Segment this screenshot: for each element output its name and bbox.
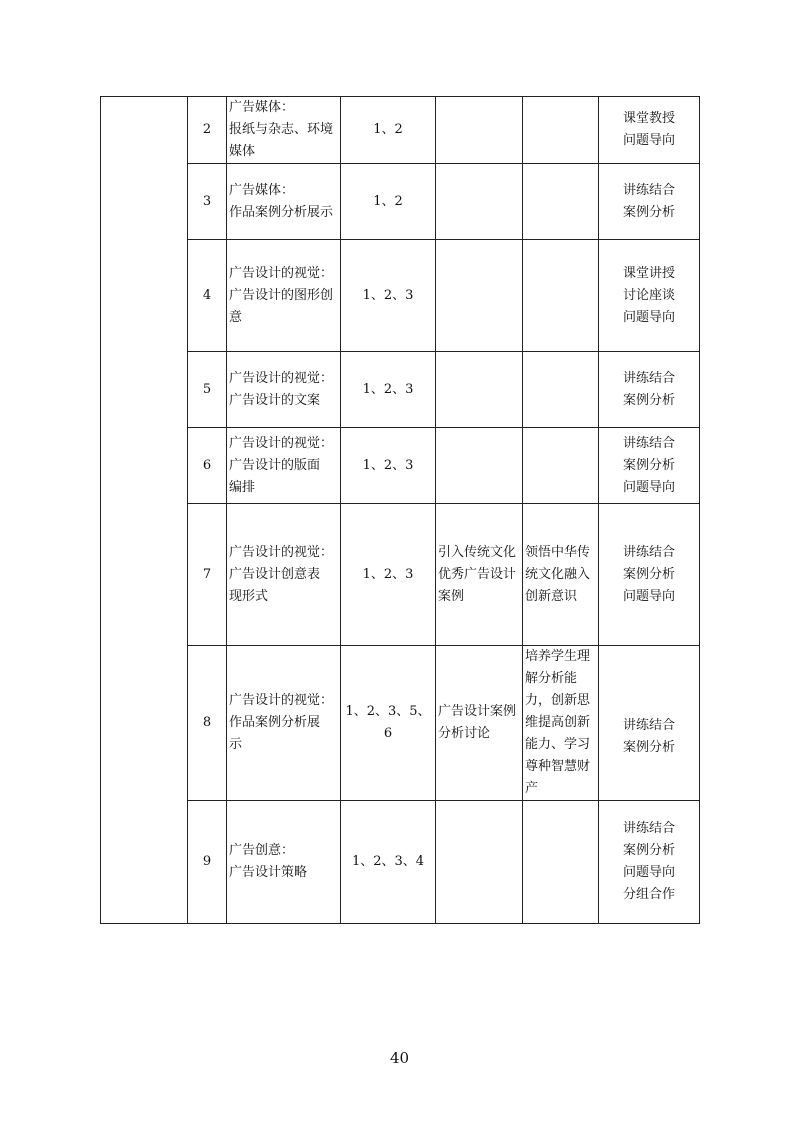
- content-cell: [227, 646, 341, 801]
- ideology-cell: [436, 97, 523, 164]
- content-line: 广告媒体：: [229, 182, 295, 198]
- effect-line: 创新意识: [525, 588, 578, 604]
- effect-line: 领悟中华传: [525, 544, 591, 560]
- content-cell: [227, 240, 341, 352]
- methods-cell: [599, 240, 700, 352]
- effect-cell: [523, 801, 599, 924]
- table-row: [101, 801, 700, 924]
- table-row: [101, 97, 700, 164]
- table-row: [101, 646, 700, 801]
- methods-cell: [599, 801, 700, 924]
- content-cell: [227, 801, 341, 924]
- ideology-cell: [436, 352, 523, 428]
- effect-cell: [523, 164, 599, 240]
- effect-line: 力，创新思: [525, 693, 591, 708]
- table-row: [101, 504, 700, 646]
- goals-cell: 1、2、3、5、6: [341, 646, 436, 801]
- content-line: 广告媒体：: [229, 100, 295, 115]
- effect-line: 维提高创新: [525, 715, 591, 730]
- effect-cell: [523, 352, 599, 428]
- goals-cell: 1、2: [341, 97, 436, 164]
- method-line: 案例分析: [622, 392, 675, 408]
- goals-cell: 1、2、3: [341, 428, 436, 504]
- goals-cell: 1、2、3: [341, 240, 436, 352]
- goals-cell: 1、2: [341, 164, 436, 240]
- method-line: 问题导向: [622, 865, 675, 880]
- row-number: 5: [188, 352, 227, 428]
- content-line: 广告设计的视觉：: [229, 544, 334, 560]
- page-number: 40: [389, 1049, 410, 1067]
- method-line: 案例分析: [622, 204, 675, 220]
- content-line: 广告设计的视觉：: [229, 435, 334, 451]
- merged-category-cell: [101, 97, 188, 924]
- content-line: 广告设计的视觉：: [229, 265, 334, 281]
- methods-cell: [599, 97, 700, 164]
- content-line: 广告设计的文案: [229, 392, 321, 408]
- content-line: 示: [229, 737, 243, 752]
- ideology-line: 案例: [438, 588, 465, 604]
- content-line: 作品案例分析展示: [229, 204, 334, 220]
- row-number: 3: [188, 164, 227, 240]
- row-number: 2: [188, 97, 227, 164]
- row-number: 7: [188, 504, 227, 646]
- methods-cell: [599, 352, 700, 428]
- ideology-line: 分析讨论: [438, 726, 491, 741]
- method-line: 问题导向: [622, 479, 675, 495]
- method-line: 讲练结合: [622, 435, 675, 451]
- effect-line: 解分析能: [525, 671, 578, 686]
- course-table-sheet: [100, 96, 699, 918]
- method-line: 问题导向: [622, 309, 675, 325]
- content-line: 广告设计的视觉：: [229, 370, 334, 386]
- ideology-line: 广告设计案例: [438, 704, 517, 719]
- effect-line: 培养学生理: [525, 649, 591, 664]
- content-line: 广告设计创意表: [229, 566, 321, 582]
- effect-cell: [523, 428, 599, 504]
- row-number: 9: [188, 801, 227, 924]
- content-cell: [227, 352, 341, 428]
- methods-cell: [599, 646, 700, 801]
- course-schedule-table: [100, 96, 700, 924]
- methods-cell: [599, 164, 700, 240]
- method-line: 讨论座谈: [622, 287, 675, 303]
- method-line: 问题导向: [622, 133, 675, 148]
- method-line: 案例分析: [622, 740, 675, 755]
- method-line: 课堂教授: [622, 111, 675, 126]
- effect-cell: [523, 240, 599, 352]
- method-line: 分组合作: [622, 887, 675, 902]
- method-line: 讲练结合: [622, 821, 675, 836]
- content-line: 广告设计的视觉：: [229, 693, 334, 708]
- ideology-line: 引入传统文化: [438, 544, 517, 560]
- goals-cell: 1、2、3、4: [341, 801, 436, 924]
- method-line: 问题导向: [622, 588, 675, 604]
- ideology-cell: [436, 240, 523, 352]
- effect-cell: [523, 646, 599, 801]
- methods-cell: [599, 428, 700, 504]
- ideology-cell: [436, 428, 523, 504]
- content-line: 报纸与杂志、环境: [229, 122, 334, 137]
- content-line: 广告设计的版面: [229, 457, 321, 473]
- content-line: 广告设计的图形创: [229, 287, 334, 303]
- method-line: 案例分析: [622, 457, 675, 473]
- methods-cell: [599, 504, 700, 646]
- content-line: 编排: [229, 479, 256, 495]
- effect-cell: [523, 504, 599, 646]
- content-cell: [227, 428, 341, 504]
- effect-line: 产: [525, 781, 539, 796]
- method-line: 讲练结合: [622, 182, 675, 198]
- table-row: [101, 240, 700, 352]
- effect-line: 统文化融入: [525, 566, 591, 582]
- table-row: [101, 428, 700, 504]
- ideology-cell: [436, 504, 523, 646]
- effect-cell: [523, 97, 599, 164]
- row-number: 8: [188, 646, 227, 801]
- method-line: 讲练结合: [622, 544, 675, 560]
- content-line: 广告创意：: [229, 843, 295, 858]
- ideology-cell: [436, 646, 523, 801]
- content-line: 作品案例分析展: [229, 715, 321, 730]
- effect-line: 尊种智慧财: [525, 759, 591, 774]
- content-line: 意: [229, 309, 243, 325]
- table-row: [101, 352, 700, 428]
- method-line: 讲练结合: [622, 370, 675, 386]
- method-line: 案例分析: [622, 566, 675, 582]
- goals-cell: 1、2、3: [341, 352, 436, 428]
- row-number: 6: [188, 428, 227, 504]
- content-cell: [227, 97, 341, 164]
- content-cell: [227, 504, 341, 646]
- content-line: 广告设计策略: [229, 865, 308, 880]
- ideology-cell: [436, 801, 523, 924]
- effect-line: 能力、学习: [525, 737, 591, 752]
- goals-cell: 1、2、3: [341, 504, 436, 646]
- method-line: 讲练结合: [622, 718, 675, 733]
- table-row: [101, 164, 700, 240]
- ideology-line: 优秀广告设计: [438, 566, 517, 582]
- content-cell: [227, 164, 341, 240]
- row-number: 4: [188, 240, 227, 352]
- ideology-cell: [436, 164, 523, 240]
- table-body: [101, 97, 700, 924]
- method-line: 案例分析: [622, 843, 675, 858]
- method-line: 课堂讲授: [622, 265, 675, 281]
- content-line: 媒体: [229, 144, 256, 159]
- content-line: 现形式: [229, 588, 269, 604]
